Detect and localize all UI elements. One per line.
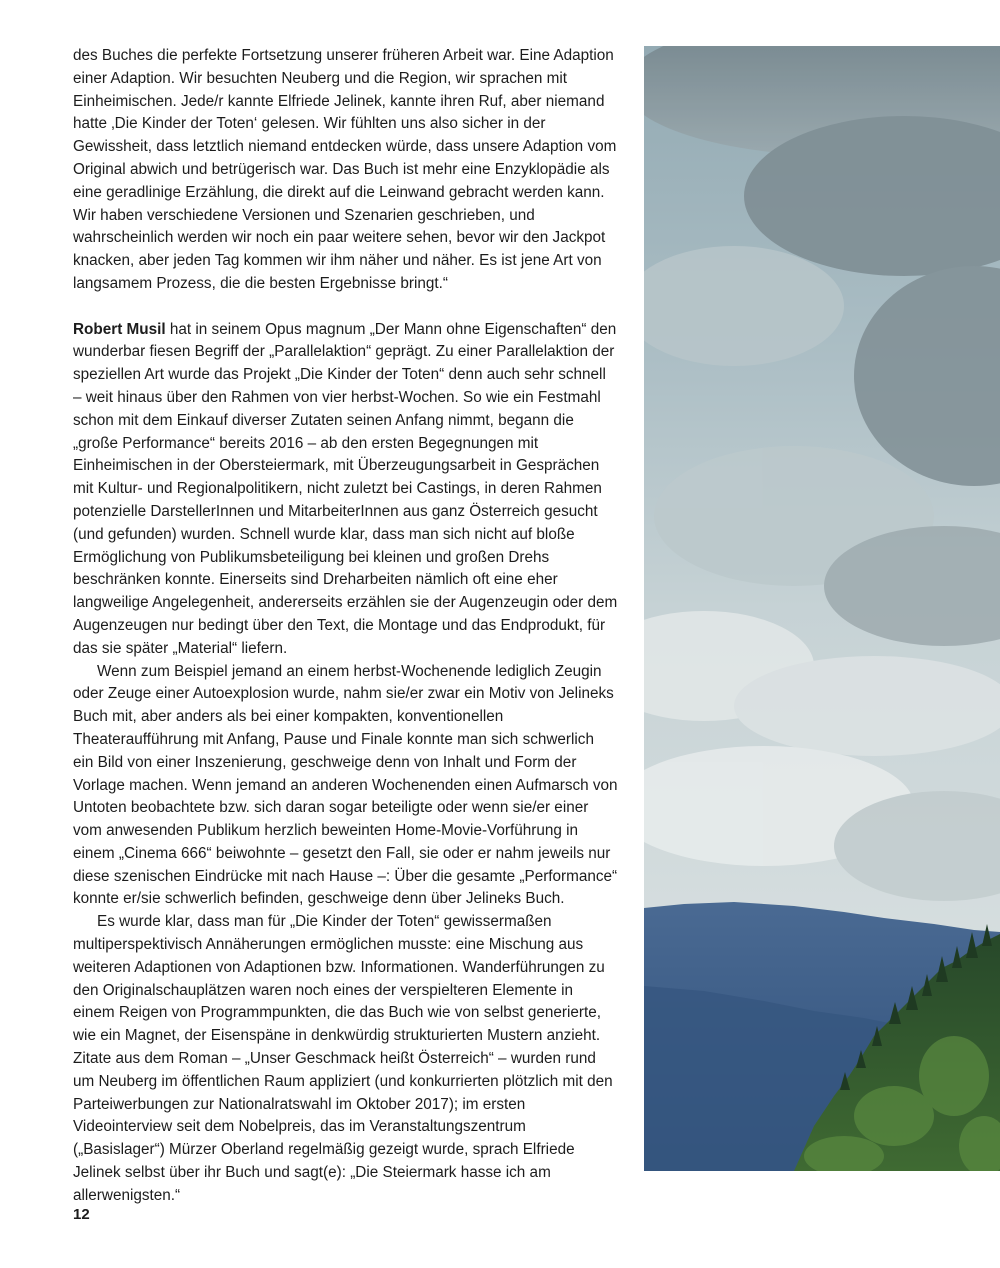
paragraph-2	[73, 319, 618, 661]
landscape-photo	[644, 46, 1000, 1171]
article-text-column	[73, 45, 618, 1208]
paragraph-1: des Buches die perfekte Fortsetzung unserer früheren Arbeit war. Eine Adaption einer Adaption. Wir besuchten Neuberg und die Region, wir sprachen mit Einheimischen. Jede/r kannte Elfriede Jelinek, kannte ihren Ruf, aber niemand hatte ‚Die Kinder der Toten‘ gelesen. Wir fühlten uns also sicher in der Gewissheit, dass letztlich niemand entdecken würde, dass unsere Adaption vom Original abwich und betrügerisch war. Das Buch ist mehr eine Enzyklopädie als eine geradlinige Erzählung, die direkt auf die Leinwand gebracht werden kann. Wir haben verschiedene Versionen und Szenarien geschrieben, und wahrscheinlich werden wir noch ein paar weitere sehen, bevor wir den Jackpot knacken, aber jeden Tag kommen wir ihm näher und näher. Es ist jene Art von langsamem Prozess, die die besten Ergebnisse bringt.“	[73, 47, 617, 292]
paragraph-3: Wenn zum Beispiel jemand an einem herbst-Wochenende lediglich Zeugin oder Zeuge einer Autoexplosion wurde, nahm sie/er zwar ein Motiv von Jelineks Buch mit, aber anders als bei einer kompakten, konventionellen Theateraufführung mit Anfang, Pause und Finale konnte man sich schwerlich ein Bild von einer Inszenierung, geschweige denn von Inhalt und Form der Vorlage machen. Wenn jemand an anderen Wochenenden einen Aufmarsch von Untoten beobachtete bzw. sich daran sogar beteiligte oder wenn sie/er einer vom anwesenden Publikum herzlich beweinten Home-Movie-Vorführung in einem „Cinema 666“ beiwohnte – gesetzt den Fall, sie oder er nahm jeweils nur diese szenischen Eindrücke mit nach Hause –: Über die gesamte „Performance“ konnte er/sie schwerlich befinden, geschweige denn über Jelineks Buch.	[73, 662, 618, 908]
paragraph-2-lead-name: Robert Musil	[73, 320, 166, 338]
paragraph-spacer	[73, 296, 618, 319]
paragraph-2-body: hat in seinem Opus magnum „Der Mann ohne Eigenschaften“ den wunderbar fiesen Begriff der „Parallelaktion“ geprägt. Zu einer Parallelaktion der speziellen Art wurde das Projekt „Die Kinder der Toten“ denn auch sehr schnell – weit hinaus über den Rahmen von vier herbst-Wochen. So wie ein Festmahl schon mit dem Einkauf diverser Zutaten seinen Anfang nimmt, begann die „große Performance“ bereits 2016 – ab den ersten Begegnungen mit Einheimischen in der Obersteiermark, mit Überzeugungsarbeit in Gesprächen mit Kultur- und Regionalpolitikern, nicht zuletzt bei Castings, in deren Rahmen potenzielle DarstellerInnen und MitarbeiterInnen aus ganz Österreich gesucht (und gefunden) wurden. Schnell wurde klar, dass man sich nicht auf bloße Ermöglichung von Publikumsbeteiligung bei kleinen und großen Drehs beschränken konnte. Einerseits sind Dreharbeiten nämlich oft eine eher langweilige Angelegenheit, andererseits erzählen sie der Augenzeugin oder dem Augenzeugen nur bedingt über den Text, die Montage und das Endprodukt, für das sie später „Material“ liefern.	[73, 320, 618, 657]
paragraph-4: Es wurde klar, dass man für „Die Kinder der Toten“ gewissermaßen multiperspektivisch Annäherungen ermöglichen musste: eine Mischung aus weiteren Adaptionen von Adaptionen bzw. Informationen. Wanderführungen zu den Originalschauplätzen waren noch eines der verspielteren Elemente in einem Reigen von Programmpunkten, die das Buch wie von selbst generierte, wie ein Magnet, der Eisenspäne in denkwürdig strukturierten Mustern anzieht. Zitate aus dem Roman – „Unser Geschmack heißt Österreich“ – wurden rund um Neuberg im öffentlichen Raum appliziert (und konkurrierten plötzlich mit den Parteiwerbungen zur Nationalratswahl im Oktober 2017); im ersten Videointerview seit dem Nobelpreis, das im Veranstaltungszentrum („Basislager“) Mürzer Oberland regelmäßig gezeigt wurde, sprach Elfriede Jelinek selbst über ihr Buch und sagt(e): „Die Steiermark hasse ich am allerwenigsten.“	[73, 913, 613, 1204]
page-number: 12	[73, 1206, 90, 1223]
